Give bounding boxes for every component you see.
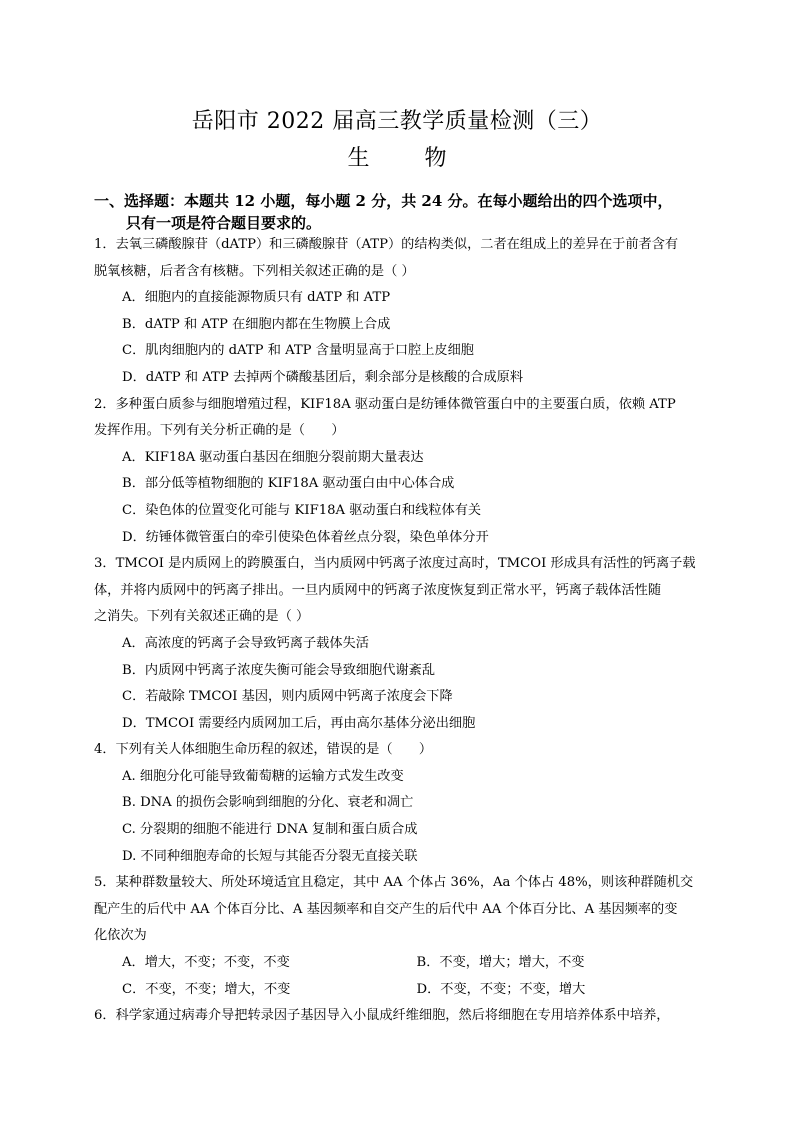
question-stem-line: 4．下列有关人体细胞生命历程的叙述，错误的是（ ） (94, 742, 433, 758)
option-a: A．KIF18A 驱动蛋白基因在细胞分裂前期大量表达 (122, 449, 424, 465)
option-c: C．肌肉细胞内的 dATP 和 ATP 含量明显高于口腔上皮细胞 (122, 343, 474, 359)
option-d: D．TMCOI 需要经内质网加工后，再由高尔基体分泌出细胞 (122, 715, 476, 731)
section-heading-line-2: 只有一项是符合题目要求的。 (126, 214, 322, 232)
exam-title: 岳阳市 2022 届高三教学质量检测（三） (191, 109, 603, 134)
question-stem-line: 体，并将内质网中的钙离子排出。一旦内质网中的钙离子浓度恢复到正常水平，钙离子载体活性随 (94, 582, 662, 598)
option-d: D. 不同种细胞寿命的长短与其能否分裂无直接关联 (122, 848, 418, 864)
option-row (94, 977, 711, 1004)
option-d: D．dATP 和 ATP 去掉两个磷酸基团后，剩余部分是核酸的合成原料 (122, 369, 524, 385)
option-a: A．增大，不变；不变，不变 (122, 955, 290, 971)
section-heading (94, 190, 714, 234)
option-a: A. 细胞分化可能导致葡萄糖的运输方式发生改变 (122, 768, 404, 784)
question-stem-line: 1．去氧三磷酸腺苷（dATP）和三磷酸腺苷（ATP）的结构类似，二者在组成上的差异在于前者含有 (94, 237, 679, 252)
question-4 (94, 737, 711, 870)
option-row (94, 950, 711, 977)
option-b: B．内质网中钙离子浓度失衡可能会导致细胞代谢紊乱 (122, 662, 436, 678)
option-c: C. 分裂期的细胞不能进行 DNA 复制和蛋白质合成 (122, 822, 418, 838)
question-stem-line: 5．某种群数量较大、所处环境适宜且稳定，其中 AA 个体占 36%，Aa 个体占 48%，则该种群随机交 (94, 875, 694, 891)
question-2 (94, 392, 711, 552)
question-5 (94, 870, 711, 1003)
question-1 (94, 232, 711, 392)
option-c: C．不变，不变；增大，不变 (122, 981, 291, 997)
question-stem-line: 脱氧核糖，后者含有核糖。下列相关叙述正确的是（ ） (94, 263, 415, 279)
option-d: D．不变，不变；不变，增大 (416, 981, 586, 997)
questions-list (94, 232, 711, 1030)
option-b: B．不变，增大；增大，不变 (416, 955, 585, 971)
question-stem-line: 发挥作用。下列有关分析正确的是（ ） (94, 423, 345, 439)
question-6 (94, 1003, 711, 1030)
question-3 (94, 551, 711, 737)
option-d: D．纺锤体微管蛋白的牵引使染色体着丝点分裂，染色单体分开 (122, 529, 489, 545)
option-a: A．高浓度的钙离子会导致钙离子载体失活 (122, 635, 369, 651)
question-stem-line: 之消失。下列有关叙述正确的是（ ） (94, 609, 310, 625)
option-b: B．dATP 和 ATP 在细胞内都在生物膜上合成 (122, 316, 391, 332)
option-a: A．细胞内的直接能源物质只有 dATP 和 ATP (122, 290, 391, 306)
question-stem-line: 3．TMCOI 是内质网上的跨膜蛋白，当内质网中钙离子浓度过高时，TMCOI 形成具有活性的钙离子载 (94, 556, 696, 572)
option-b: B. DNA 的损伤会影响到细胞的分化、衰老和凋亡 (122, 795, 414, 811)
option-c: C．染色体的位置变化可能与 KIF18A 驱动蛋白和线粒体有关 (122, 502, 482, 518)
section-heading-line-1: 一、选择题：本题共 12 小题，每小题 2 分，共 24 分。在每小题给出的四个选项中， (94, 192, 673, 210)
exam-subject: 生 物 (347, 146, 471, 171)
question-stem-line: 2．多种蛋白质参与细胞增殖过程，KIF18A 驱动蛋白是纺锤体微管蛋白中的主要蛋白质，依赖 ATP (94, 396, 676, 412)
option-c: C．若敲除 TMCOI 基因，则内质网中钙离子浓度会下降 (122, 689, 453, 705)
question-stem-line: 配产生的后代中 AA 个体百分比、A 基因频率和自交产生的后代中 AA 个体百分比、A 基因频率的变 (94, 901, 678, 917)
question-stem-line: 6．科学家通过病毒介导把转录因子基因导入小鼠成纤维细胞，然后将细胞在专用培养体系中培养， (94, 1008, 670, 1024)
question-stem-line: 化依次为 (94, 928, 147, 944)
option-b: B．部分低等植物细胞的 KIF18A 驱动蛋白由中心体合成 (122, 476, 455, 492)
